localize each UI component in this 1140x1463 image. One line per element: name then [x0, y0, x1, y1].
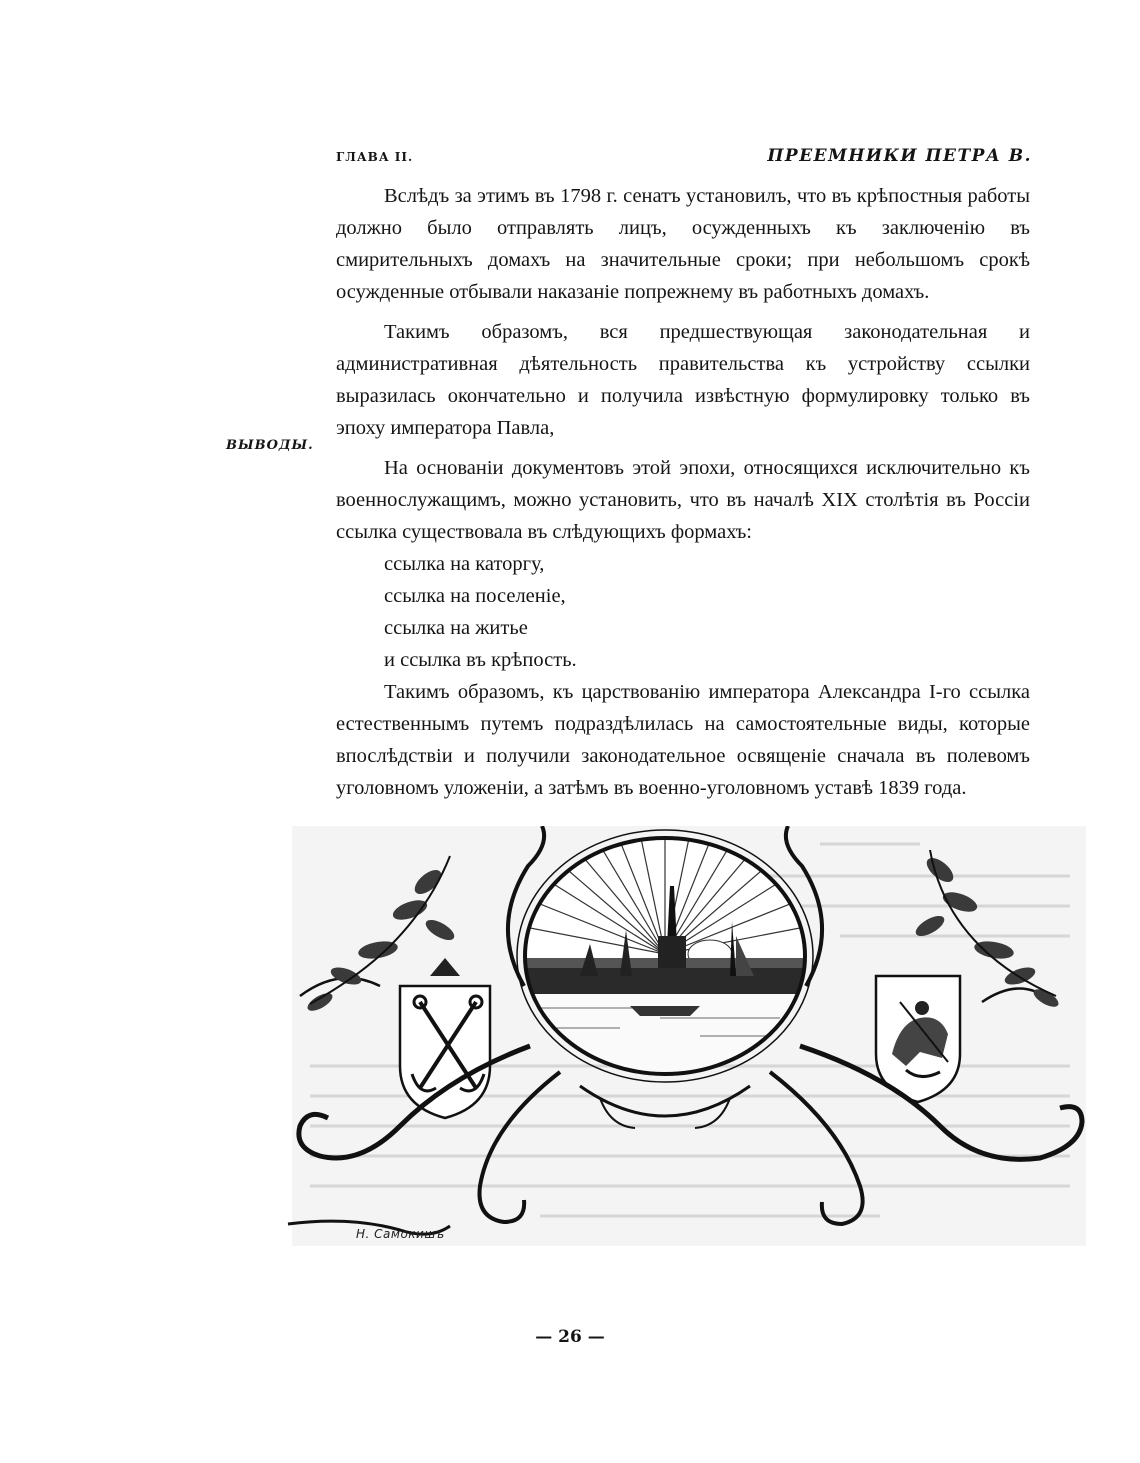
body-text: [336, 180, 1030, 804]
running-title: ПРЕЕМНИКИ ПЕТРА В.: [767, 146, 1032, 166]
paragraph: Вслѣдъ за этимъ въ 1798 г. сенатъ установилъ, что въ крѣпостныя работы должно было отправлять лицъ, осужденныхъ къ заключенію въ смирительныхъ домахъ на значительные сроки; при небольшомъ срокѣ осужденные отбывали наказаніе попрежнему въ работныхъ домахъ.: [336, 185, 1030, 303]
margin-note: ВЫВОДЫ.: [226, 438, 314, 453]
list-item: ссылка на поселеніе,: [384, 585, 566, 607]
running-head: [336, 146, 1032, 170]
list-item: ссылка на каторгу,: [384, 553, 545, 575]
vignette-illustration: [280, 826, 1090, 1256]
artist-signature: Н. Самокишъ: [356, 1227, 445, 1241]
exile-forms-list: [336, 548, 1030, 676]
ornamental-vignette: [280, 826, 1090, 1256]
list-item: ссылка на житье: [384, 617, 528, 639]
paragraph: Такимъ образомъ, вся предшествующая законодательная и административная дѣятельность правительства къ устройству ссылки выразилась окончательно и получила извѣстную формулировку только въ эпоху императора Павла,: [336, 321, 1030, 439]
right-coat-of-arms: [876, 976, 960, 1102]
list-item: и ссылка въ крѣпость.: [384, 649, 577, 671]
page-number: — 26 —: [535, 1327, 605, 1347]
chapter-label: ГЛАВА II.: [336, 150, 414, 164]
paragraph: На основаніи документовъ этой эпохи, относящихся исключительно къ военнослужащимъ, можно установить, что въ началѣ XIX столѣтія въ Россіи ссылка существовала въ слѣдующихъ формахъ:: [336, 457, 1030, 543]
paragraph: Такимъ образомъ, къ царствованію императора Александра I-го ссылка естественнымъ путемъ подраздѣлилась на самостоятельные виды, которые впослѣдствіи и получили законодательное освященіе сначала въ полевомъ уголовномъ уложеніи, а затѣмъ въ военно-уголовномъ уставѣ 1839 года.: [336, 681, 1030, 799]
